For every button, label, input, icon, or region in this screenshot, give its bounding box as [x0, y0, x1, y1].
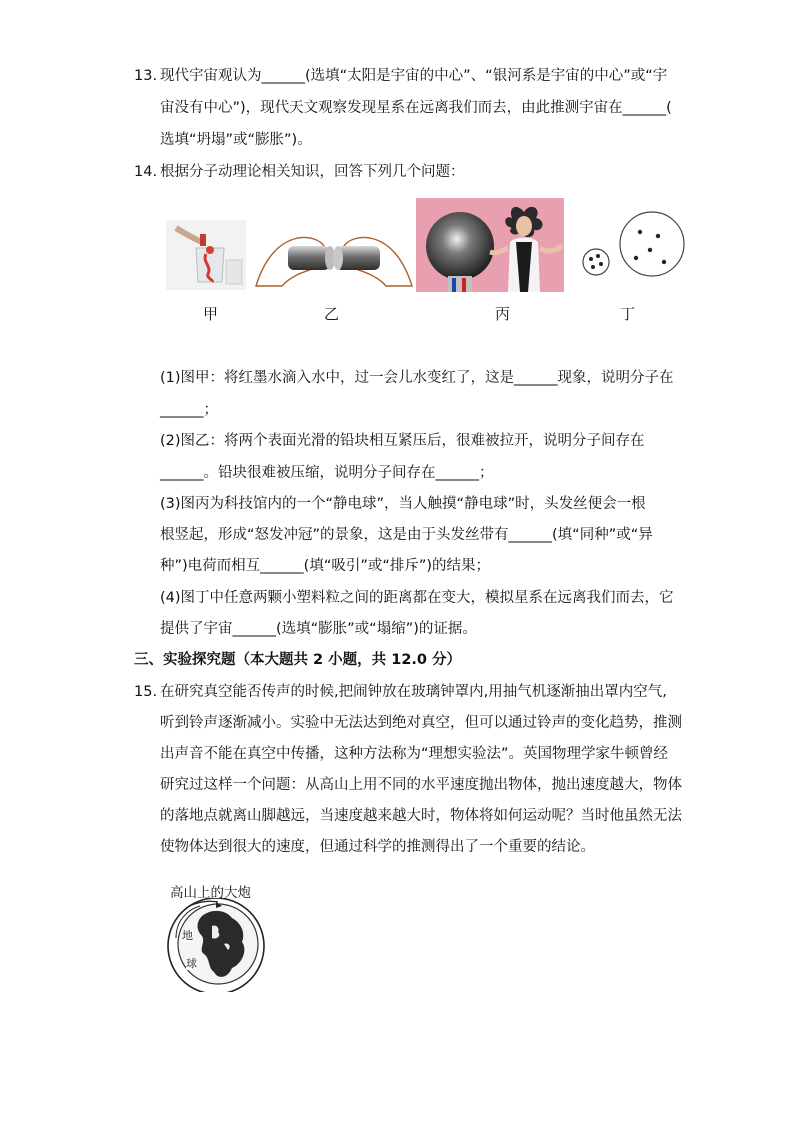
earth-label-2: 球: [186, 957, 197, 970]
caption-yi: 乙: [324, 305, 340, 323]
q13-line-3: 选填“坍塌”或“膨胀”)。: [160, 132, 312, 148]
q15-line-3: 出声音不能在真空中传播，这种方法称为“理想实验法”。英国物理学家牛顿曾经: [160, 746, 669, 762]
q14-part-3-line-3: 种”)电荷而相互______(填“吸引”或“排斥”)的结果；: [160, 558, 491, 574]
q14-number: 14.: [134, 164, 158, 180]
figure-newton-cannon: [162, 898, 272, 992]
q13-number: 13.: [134, 68, 158, 84]
figure-yi-lead-blocks: [254, 220, 414, 290]
q15-line-2: 听到铃声逐渐减小。实验中无法达到绝对真空，但可以通过铃声的变化趋势，推测: [160, 715, 682, 731]
q15-line-1: 在研究真空能否传声的时候,把闹钟放在玻璃钟罩内,用抽气机逐渐抽出罩内空气,: [160, 684, 667, 700]
caption-bing: 丙: [495, 305, 511, 323]
q14-part-3-line-1: (3)图丙为科技馆内的一个“静电球”，当人触摸“静电球”时，头发丝便会一根: [160, 496, 646, 512]
earth-label-1: 地: [182, 929, 193, 942]
caption-jia: 甲: [203, 305, 219, 323]
q13-line-2: 宙没有中心”)，现代天文观察发现星系在远离我们而去，由此推测宇宙在______(: [160, 100, 672, 116]
q14-part-2-line-1: (2)图乙：将两个表面光滑的铅块相互紧压后，很难被拉开，说明分子间存在: [160, 433, 645, 449]
q15-number: 15.: [134, 684, 158, 700]
q13-line-1: 现代宇宙观认为______(选填“太阳是宇宙的中心”、“银河系是宇宙的中心”或“宇: [160, 68, 668, 84]
q15-line-5: 的落地点就离山脚越远，当速度越来越大时，物体将如何运动呢？当时他虽然无法: [160, 808, 682, 824]
caption-ding: 丁: [620, 305, 636, 323]
q15-line-6: 使物体达到很大的速度，但通过科学的推测得出了一个重要的结论。: [160, 839, 595, 855]
q15-line-4: 研究过这样一个问题：从高山上用不同的水平速度抛出物体，抛出速度越大，物体: [160, 777, 682, 793]
q14-part-4-line-1: (4)图丁中任意两颗小塑料粒之间的距离都在变大，模拟星系在远离我们而去，它: [160, 590, 674, 606]
figure-cannon-title: 高山上的大炮: [170, 885, 251, 901]
q14-part-4-line-2: 提供了宇宙______(选填“膨胀”或“塌缩”)的证据。: [160, 621, 477, 637]
section-3-heading: 三、实验探究题（本大题共 2 小题，共 12.0 分）: [134, 652, 462, 668]
figure-ding-particles: [578, 210, 690, 294]
figure-bing-electrostatic-ball: [416, 198, 564, 292]
q14-part-1-line-2: ______；: [160, 402, 218, 418]
figure-jia-ink-water: [166, 220, 246, 290]
q14-part-2-line-2: ______。铅块很难被压缩，说明分子间存在______；: [160, 465, 494, 481]
q14-part-1-line-1: (1)图甲：将红墨水滴入水中，过一会儿水变红了，这是______现象，说明分子在: [160, 370, 674, 386]
q14-intro: 根据分子动理论相关知识，回答下列几个问题：: [160, 164, 465, 180]
q14-part-3-line-2: 根竖起，形成“怒发冲冠”的景象，这是由于头发丝带有______(填“同种”或“异: [160, 527, 653, 543]
